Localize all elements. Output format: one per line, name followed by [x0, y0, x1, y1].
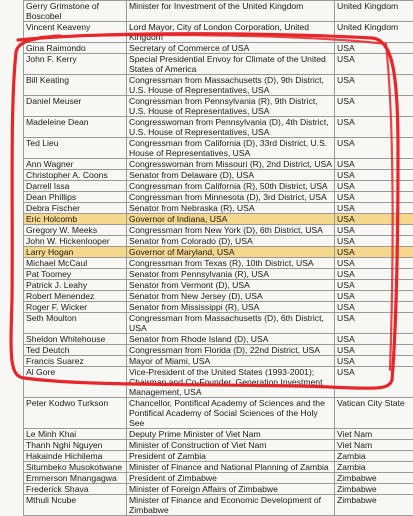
cell-name: Michael McCaul — [24, 258, 127, 269]
cell-country: USA — [335, 181, 413, 192]
table-row — [24, 96, 413, 117]
cell-title: Lord Mayor, City of London Corporation, United Kingdom — [127, 22, 335, 43]
cell-name: Dean Phillips — [24, 192, 127, 203]
cell-name: Gerry Grimstone of Boscobel — [24, 1, 127, 22]
cell-country: Zimbabwe — [335, 473, 413, 484]
table-row — [24, 280, 413, 291]
cell-country: USA — [335, 214, 413, 225]
table-row — [24, 313, 413, 334]
table-row — [24, 203, 413, 214]
cell-country: United Kingdom — [335, 1, 413, 22]
cell-title: Minister of Finance and Economic Development of Zimbabwe — [127, 495, 335, 516]
cell-title: Congressman from Massachusetts (D), 6th District, USA — [127, 313, 335, 334]
cell-title: Mayor of Miami, USA — [127, 356, 335, 367]
table-row — [24, 495, 413, 516]
cell-name: Ted Lieu — [24, 138, 127, 159]
cell-title: Congressman from California (D), 33rd District, U.S. House of Representatives, USA — [127, 138, 335, 159]
table-row — [24, 484, 413, 495]
cell-title: Secretary of Commerce of USA — [127, 43, 335, 54]
cell-name: Ted Deutch — [24, 345, 127, 356]
cell-country: USA — [335, 269, 413, 280]
cell-country: USA — [335, 247, 413, 258]
cell-country: USA — [335, 367, 413, 398]
cell-name: Ann Wagner — [24, 159, 127, 170]
table-row — [24, 367, 413, 398]
table-row — [24, 269, 413, 280]
table-row — [24, 398, 413, 429]
cell-country: Vatican City State — [335, 398, 413, 429]
cell-country: USA — [335, 159, 413, 170]
cell-name: Robert Menendez — [24, 291, 127, 302]
cell-title: Chancellor, Pontifical Academy of Sciences and the Pontifical Academy of Social Sciences of the Holy See — [127, 398, 335, 429]
cell-country: USA — [335, 334, 413, 345]
cell-name: Roger F. Wicker — [24, 302, 127, 313]
table-row — [24, 236, 413, 247]
table-row — [24, 181, 413, 192]
table-row — [24, 192, 413, 203]
cell-country: USA — [335, 291, 413, 302]
cell-name: John F. Kerry — [24, 54, 127, 75]
cell-title: Minister of Construction of Viet Nam — [127, 440, 335, 451]
table-row — [24, 258, 413, 269]
cell-name: Vincent Keaveny — [24, 22, 127, 43]
cell-name: Situmbeko Musokotwane — [24, 462, 127, 473]
cell-name: Larry Hogan — [24, 247, 127, 258]
cell-country: USA — [335, 203, 413, 214]
cell-country: USA — [335, 43, 413, 54]
delegates-table — [23, 0, 413, 516]
cell-country: USA — [335, 302, 413, 313]
cell-title: Minister for Investment of the United Kingdom — [127, 1, 335, 22]
table-row — [24, 159, 413, 170]
cell-title: Vice-President of the United States (1993-2001); Chairman and Co-Founder, Generation Investment Management, USA — [127, 367, 335, 398]
table-row — [24, 117, 413, 138]
cell-country: USA — [335, 356, 413, 367]
table-row — [24, 356, 413, 367]
cell-name: Al Gore — [24, 367, 127, 398]
table-row — [24, 462, 413, 473]
table-row — [24, 54, 413, 75]
table-row — [24, 429, 413, 440]
table-row-highlighted — [24, 247, 413, 258]
cell-name: Daniel Meuser — [24, 96, 127, 117]
table-row — [24, 225, 413, 236]
cell-title: Congressman from New York (D), 6th District, USA — [127, 225, 335, 236]
table-row — [24, 302, 413, 313]
delegates-table-body — [24, 1, 413, 516]
cell-name: John W. Hickenlooper — [24, 236, 127, 247]
cell-title: Senator from Colorado (D), USA — [127, 236, 335, 247]
cell-name: Christopher A. Coons — [24, 170, 127, 181]
table-row — [24, 451, 413, 462]
cell-title: Congresswoman from Missouri (R), 2nd District, USA — [127, 159, 335, 170]
cell-title: Senator from Rhode Island (D), USA — [127, 334, 335, 345]
cell-title: Congressman from Pennsylvania (R), 9th District, U.S. House of Representatives, USA — [127, 96, 335, 117]
cell-country: USA — [335, 280, 413, 291]
cell-country: USA — [335, 236, 413, 247]
cell-name: Debra Fischer — [24, 203, 127, 214]
cell-title: Governor of Maryland, USA — [127, 247, 335, 258]
cell-country: USA — [335, 54, 413, 75]
cell-name: Emmerson Mnangagwa — [24, 473, 127, 484]
cell-country: USA — [335, 225, 413, 236]
cell-country: USA — [335, 192, 413, 203]
cell-name: Frederick Shava — [24, 484, 127, 495]
cell-title: Senator from Vermont (D), USA — [127, 280, 335, 291]
cell-name: Gina Raimondo — [24, 43, 127, 54]
cell-title: Deputy Prime Minister of Viet Nam — [127, 429, 335, 440]
cell-country: USA — [335, 117, 413, 138]
cell-country: USA — [335, 75, 413, 96]
cell-name: Le Minh Khai — [24, 429, 127, 440]
cell-title: Governor of Indiana, USA — [127, 214, 335, 225]
cell-country: Viet Nam — [335, 440, 413, 451]
cell-country: Zimbabwe — [335, 495, 413, 516]
cell-name: Gregory W. Meeks — [24, 225, 127, 236]
cell-name: Francis Suarez — [24, 356, 127, 367]
cell-title: President of Zimbabwe — [127, 473, 335, 484]
table-row — [24, 1, 413, 22]
cell-title: Senator from Pennsylvania (R), USA — [127, 269, 335, 280]
cell-country: Viet Nam — [335, 429, 413, 440]
table-row — [24, 43, 413, 54]
cell-country: Zambia — [335, 451, 413, 462]
cell-title: Congressman from Massachusetts (D), 9th District, U.S. House of Representatives, USA — [127, 75, 335, 96]
table-row — [24, 138, 413, 159]
cell-title: President of Zambia — [127, 451, 335, 462]
cell-title: Congressman from Florida (D), 22nd District, USA — [127, 345, 335, 356]
table-row — [24, 170, 413, 181]
table-row — [24, 440, 413, 451]
cell-name: Thanh Nghi Nguyen — [24, 440, 127, 451]
table-row-highlighted — [24, 214, 413, 225]
table-row — [24, 75, 413, 96]
cell-name: Pat Toomey — [24, 269, 127, 280]
cell-title: Senator from New Jersey (D), USA — [127, 291, 335, 302]
cell-country: USA — [335, 138, 413, 159]
cell-country: USA — [335, 96, 413, 117]
cell-title: Senator from Nebraska (R), USA — [127, 203, 335, 214]
cell-title: Congressman from Minnesota (D), 3rd District, USA — [127, 192, 335, 203]
table-row — [24, 473, 413, 484]
cell-name: Peter Kodwo Turkson — [24, 398, 127, 429]
table-row — [24, 291, 413, 302]
cell-country: Zimbabwe — [335, 484, 413, 495]
cell-country: USA — [335, 313, 413, 334]
cell-country: United Kingdom — [335, 22, 413, 43]
cell-title: Minister of Finance and National Planning of Zambia — [127, 462, 335, 473]
cell-country: USA — [335, 345, 413, 356]
cell-title: Congressman from Texas (R), 10th District, USA — [127, 258, 335, 269]
cell-name: Patrick J. Leahy — [24, 280, 127, 291]
cell-name: Hakainde Hichilema — [24, 451, 127, 462]
table-row — [24, 22, 413, 43]
table-row — [24, 334, 413, 345]
cell-title: Minister of Foreign Affairs of Zimbabwe — [127, 484, 335, 495]
cell-title: Senator from Mississippi (R), USA — [127, 302, 335, 313]
cell-name: Darrell Issa — [24, 181, 127, 192]
cell-title: Senator from Delaware (D), USA — [127, 170, 335, 181]
cell-country: USA — [335, 258, 413, 269]
cell-title: Congressman from California (R), 50th District, USA — [127, 181, 335, 192]
cell-name: Eric Holcomb — [24, 214, 127, 225]
cell-name: Madeleine Dean — [24, 117, 127, 138]
cell-name: Bill Keating — [24, 75, 127, 96]
cell-title: Congresswoman from Pennsylvania (D), 4th District, U.S. House of Representatives, USA — [127, 117, 335, 138]
table-row — [24, 345, 413, 356]
cell-title: Special Presidential Envoy for Climate of the United States of America — [127, 54, 335, 75]
cell-name: Sheldon Whitehouse — [24, 334, 127, 345]
cell-country: USA — [335, 170, 413, 181]
cell-name: Seth Moulton — [24, 313, 127, 334]
cell-country: Zambia — [335, 462, 413, 473]
cell-name: Mthuli Ncube — [24, 495, 127, 516]
